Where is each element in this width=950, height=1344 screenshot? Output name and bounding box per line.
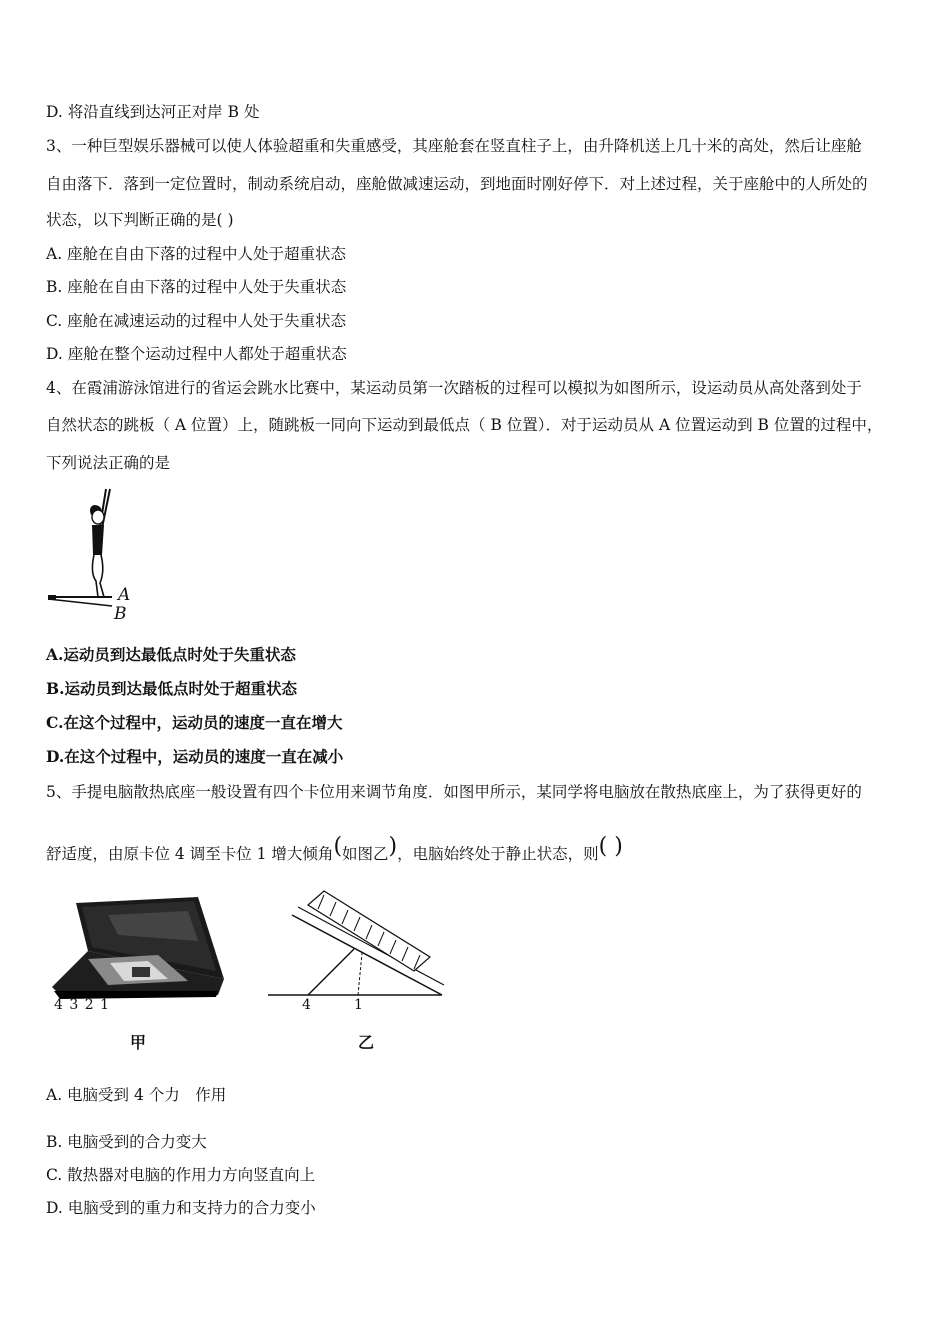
q5-stem-line2-c: ，电脑始终处于静止状态，则 [397,845,599,863]
slot-1-label: 1 [354,997,363,1013]
q4-option-c: C.在这个过程中，运动员的速度一直在增大 [46,713,343,732]
caption-jia: 甲 [130,1033,147,1052]
q5-stem-line2 [46,834,623,864]
slot-4-label: 4 [302,997,311,1013]
q3-stem-line1: 3、一种巨型娱乐器械可以使人体验超重和失重感受，其座舱套在竖直柱子上，由升降机送上几十米的高处，然后让座舱 [46,137,862,155]
q5-option-c: C. 散热器对电脑的作用力方向竖直向上 [46,1166,316,1184]
label-b: B [114,604,127,624]
slot-numbers: 4 3 2 1 [54,997,110,1013]
q3-option-a: A. 座舱在自由下落的过程中人处于超重状态 [46,245,347,263]
q4-stem-line3: 下列说法正确的是 [46,454,171,472]
q5-stem-line2-a: 舒适度，由原卡位 4 调至卡位 1 增大倾角 [46,845,334,863]
q2-option-d: D. 将沿直线到达河正对岸 B 处 [46,103,260,121]
tilt-diagram [262,885,452,1015]
q5-paren-close: ) [388,834,398,859]
q3-option-b: B. 座舱在自由下落的过程中人处于失重状态 [46,278,347,296]
q5-option-a: A. 电脑受到 4 个力 作用 [46,1086,227,1104]
caption-yi: 乙 [358,1033,375,1052]
q4-option-d: D.在这个过程中，运动员的速度一直在减小 [46,747,344,766]
q5-stem-line2-b: 如图乙 [342,845,389,863]
q5-option-b: B. 电脑受到的合力变大 [46,1133,207,1151]
q5-option-d: D. 电脑受到的重力和支持力的合力变小 [46,1199,316,1217]
q5-stem-line1: 5、手提电脑散热底座一般设置有四个卡位用来调节角度．如图甲所示，某同学将电脑放在散热底座上，为了获得更好的 [46,783,862,801]
q3-stem-line2: 自由落下．落到一定位置时，制动系统启动，座舱做减速运动，到地面时刚好停下．对上述过程，关于座舱中的人所处的 [46,175,868,193]
q3-option-c: C. 座舱在减速运动的过程中人处于失重状态 [46,312,347,330]
q4-option-b: B.运动员到达最低点时处于超重状态 [46,679,297,698]
q3-stem-line3: 状态，以下判断正确的是( ) [46,211,234,229]
q4-option-a: A.运动员到达最低点时处于失重状态 [46,645,296,664]
diver-figure [44,485,144,625]
label-a: A [118,585,131,605]
cooling-stand-photo [48,895,228,1020]
q5-answer-paren: ( ) [598,834,623,859]
q5-paren-open: ( [333,834,343,859]
q3-option-d: D. 座舱在整个运动过程中人都处于超重状态 [46,345,347,363]
q4-stem-line1: 4、在霞浦游泳馆进行的省运会跳水比赛中，某运动员第一次踏板的过程可以模拟为如图所示，设运动员从高处落到处于 [46,379,862,397]
q4-stem-line2: 自然状态的跳板（ A 位置）上，随跳板一同向下运动到最低点（ B 位置）．对于运动员从 A 位置运动到 B 位置的过程中， [46,416,883,434]
